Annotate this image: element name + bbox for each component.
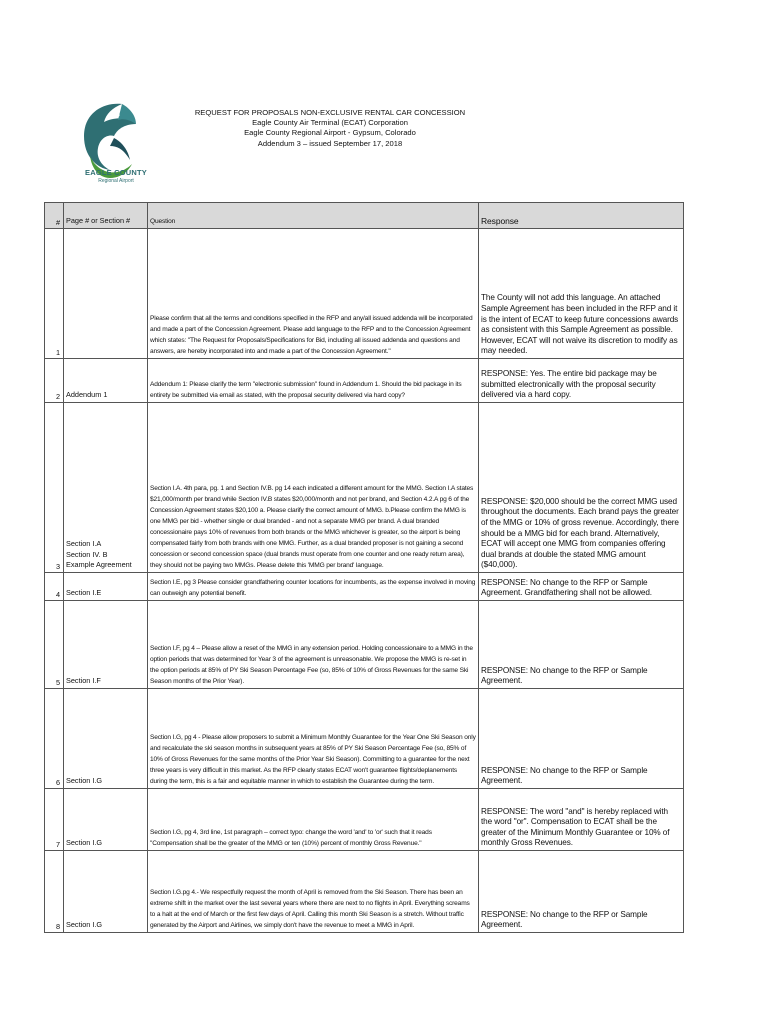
row-question: Addendum 1: Please clarify the term "electronic submission" found in Addendum 1. Should the bid package in its entirety be submitted via email as stated, with the proposal security delivered via hard copy? [148,359,479,403]
section-reference: Section I.F [66,676,101,686]
header-addendum: Addendum 3 – issued September 17, 2018 [257,138,403,148]
document-header [180,108,480,149]
row-response: The County will not add this language. An attached Sample Agreement has been included in the RFP and it is the intent of ECAT to keep future concessions awards as consistent with this Sample Agreement as possible. However, ECAT will not waive its discretion to modify as may needed. [479,229,684,359]
table-row [45,789,684,851]
qa-table [44,202,684,933]
row-response: RESPONSE: Yes. The entire bid package may be submitted electronically with the proposal security delivered via a hard copy. [479,359,684,403]
table-row [45,359,684,403]
row-question: Section I.A. 4th para, pg. 1 and Section IV.B. pg 14 each indicated a different amount for the MMG. Section I.A states $21,000/month per brand while Section IV.B states $20,000/month and not per brand, and Section 4.2.A pg 6 of the Concession Agreement states $20,100 a. Please clarify the correct amount of MMG. b.Please confirm the MMG is one MMG per bid - whether single or dual branded - and not a separate MMG per brand. A dual branded concessionaire pays 10% of revenues from both brands or the MMG whichever is greater, so the airport is being compensated fairly from both brands with one MMG. Further, as a dual branded proposer is not gaining a second concession or second concession space (dual brands must operate from one counter and one ready return area), they should not be paying two MMGs. Please delete this 'MMG per brand' language. [148,403,479,573]
row-section [64,789,148,851]
row-number: 8 [45,851,64,933]
row-section [64,359,148,403]
section-reference: Section I.E [66,588,102,598]
section-reference: Example Agreement [66,560,132,570]
table-row [45,601,684,689]
row-question: Please confirm that all the terms and conditions specified in the RFP and any/all issued addenda will be incorporated and made a part of the Concession Agreement. Please add language to the RFP and to the Concession Agreement which states: "The Request for Proposals/Specifications for Bid, including all issued addenda and questions and answers, are hereby incorporated into and made a part of the Concession Agreement." [148,229,479,359]
header-organization: Eagle County Air Terminal (ECAT) Corporation [252,118,408,128]
row-response: RESPONSE: No change to the RFP or Sample Agreement. Grandfathering shall not be allowed. [479,573,684,601]
section-reference: Section I.G [66,920,103,930]
row-response: RESPONSE: No change to the RFP or Sample Agreement. [479,851,684,933]
row-section [64,689,148,789]
row-number: 3 [45,403,64,573]
section-reference: Addendum 1 [66,390,108,400]
section-reference: Section IV. B [66,549,108,559]
column-header-num: # [45,203,64,229]
table-header-row [45,203,684,229]
table-row [45,851,684,933]
header-title: REQUEST FOR PROPOSALS NON-EXCLUSIVE RENTAL CAR CONCESSION [194,108,466,117]
row-section [64,573,148,601]
row-question: Section I.G, pg 4, 3rd line, 1st paragraph – correct typo: change the word 'and' to 'or' such that it reads "Compensation shall be the greater of the MMG or ten (10%) percent of monthly Gross Revenue." [148,789,479,851]
column-header-section: Page # or Section # [64,203,148,229]
section-reference: Section I.G [66,838,103,848]
row-question: Section I.F, pg 4 – Please allow a reset of the MMG in any extension period. Holding concessionaire to a MMG in the option periods that was determined for Year 3 of the agreement is unreasonable. We propose the MMG is re-set in the option periods at 85% of PY Ski Season Percentage Fee (so, 85% of 10% of Gross Revenues for the same Ski Season months of the Prior Year). [148,601,479,689]
row-question: Section I.G, pg 4 - Please allow proposers to submit a Minimum Monthly Guarantee for the Year One Ski Season only and recalculate the ski season months in subsequent years at 85% of PY Ski Season Percentage Fee (so, 85% of 10% of Gross Revenues for the same months of the Prior Year Ski Season). Committing to a guarantee for the next three years is very difficult in this market. As the RFP clearly states ECAT won't guarantee flights/deplanements during the term, this is a fair and equitable manner in which to establish the Guarantee during the term. [148,689,479,789]
logo-name: EAGLE COUNTY [85,168,147,177]
row-number: 2 [45,359,64,403]
row-response: RESPONSE: No change to the RFP or Sample Agreement. [479,601,684,689]
table-row [45,573,684,601]
row-number: 6 [45,689,64,789]
row-number: 1 [45,229,64,359]
table-row [45,229,684,359]
row-section [64,601,148,689]
column-header-response: Response [479,203,684,229]
table-row [45,403,684,573]
row-section [64,229,148,359]
row-number: 5 [45,601,64,689]
row-response: RESPONSE: No change to the RFP or Sample Agreement. [479,689,684,789]
row-question: Section I.G.pg 4.- We respectfully request the month of April is removed from the Ski Season. There has been an extreme shift in the market over the last several years where there are next to no flights in April. Everything screams to a halt at the end of March or the first few days of April. Calling this month Ski Season is a stretch. Without traffic generated by the Airport and Airlines, we simply don't have the revenue to meet a MMG in April. [148,851,479,933]
header-location: Eagle County Regional Airport - Gypsum, Colorado [244,128,416,138]
section-reference: Section I.G [66,776,103,786]
row-number: 7 [45,789,64,851]
row-response: RESPONSE: The word "and" is hereby replaced with the word "or". Compensation to ECAT shall be the greater of the Minimum Monthly Guarantee or 10% of monthly Gross Revenues. [479,789,684,851]
row-number: 4 [45,573,64,601]
row-response: RESPONSE: $20,000 should be the correct MMG used throughout the documents. Each brand pays the greater of the MMG or 10% of gross revenue. Accordingly, there should be a MMG bid for each brand. Alternatively, ECAT will accept one MMG from companies offering dual brands at double the stated MMG amount ($40,000). [479,403,684,573]
column-header-question: Question [148,203,479,229]
row-section [64,851,148,933]
table-row [45,689,684,789]
logo-subtitle: Regional Airport [98,178,134,184]
row-question: Section I.E, pg 3 Please consider grandfathering counter locations for incumbents, as the expense involved in moving can outweigh any potential benefit. [148,573,479,601]
row-section [64,403,148,573]
section-reference: Section I.A [66,539,102,549]
